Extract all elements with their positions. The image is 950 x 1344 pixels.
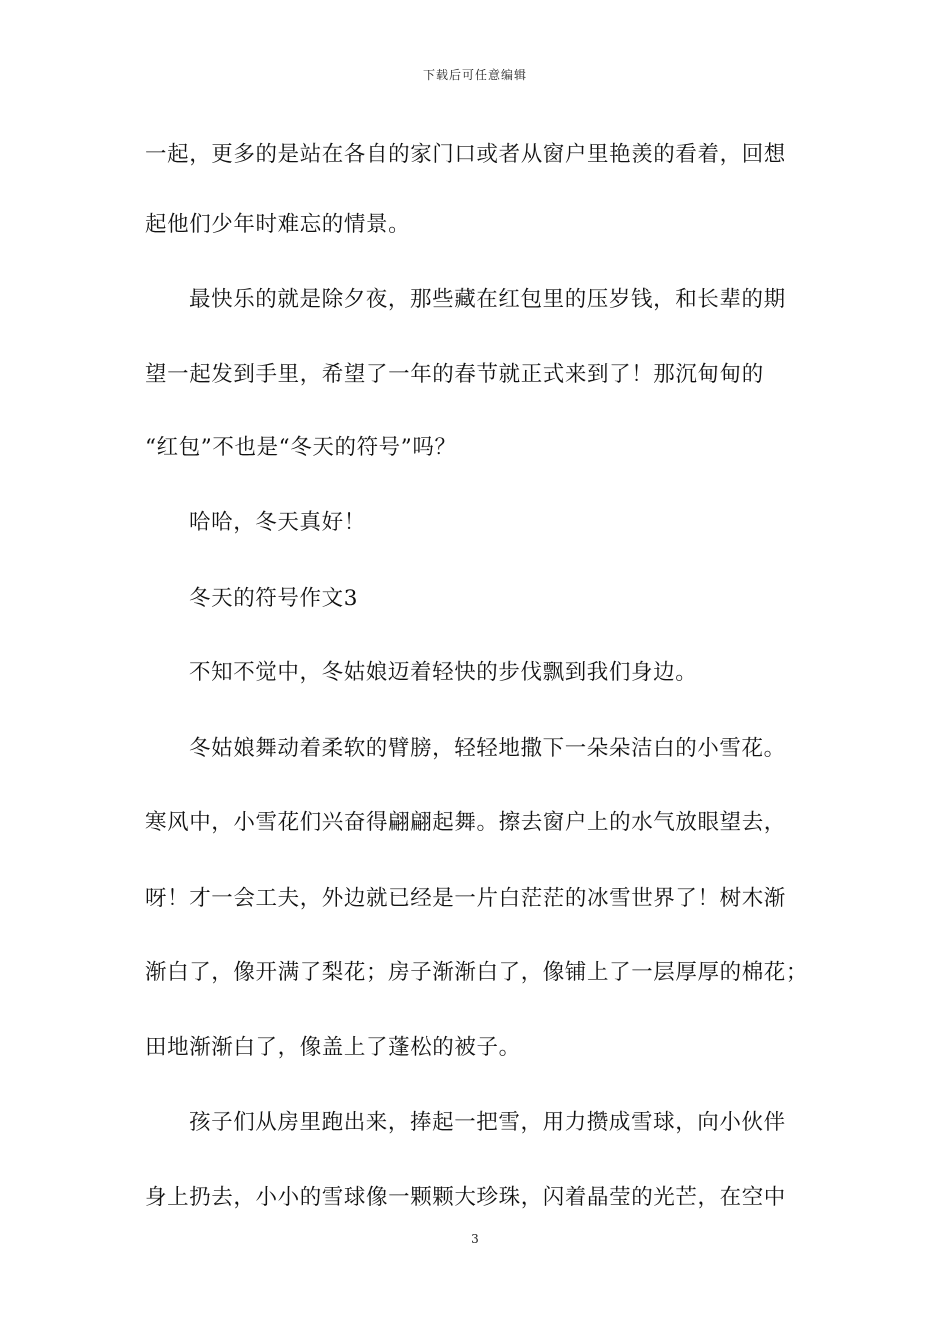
text-line-paragraph-start: 冬姑娘舞动着柔软的臂膀，轻轻地撒下一朵朵洁白的小雪花。: [189, 736, 786, 761]
text-line: 望一起发到手里，希望了一年的春节就正式来到了！那沉甸甸的: [145, 362, 764, 387]
page-number: 3: [471, 1232, 479, 1246]
text-line: 身上扔去，小小的雪球像一颗颗大珍珠，闪着晶莹的光芒，在空中: [145, 1185, 786, 1210]
text-line: 一起，更多的是站在各自的家门口或者从窗户里艳羡的看着，回想: [145, 142, 786, 167]
text-line: “红包”不也是“冬天的符号”吗？: [145, 435, 457, 460]
text-line-paragraph-start: 最快乐的就是除夕夜，那些藏在红包里的压岁钱，和长辈的期: [189, 287, 786, 312]
text-line: 渐白了，像开满了梨花；房子渐渐白了，像铺上了一层厚厚的棉花；: [145, 960, 809, 985]
text-line: 田地渐渐白了，像盖上了蓬松的被子。: [145, 1035, 521, 1060]
text-line-paragraph-start: 哈哈，冬天真好！: [189, 510, 366, 535]
section-heading: 冬天的符号作文3: [189, 586, 358, 611]
text-line: 起他们少年时难忘的情景。: [145, 212, 411, 237]
text-line-paragraph-start: 孩子们从房里跑出来，捧起一把雪，用力攒成雪球，向小伙伴: [189, 1110, 786, 1135]
page-header: 下载后可任意编辑: [422, 68, 527, 82]
text-line: 寒风中，小雪花们兴奋得翩翩起舞。擦去窗户上的水气放眼望去，: [145, 810, 786, 835]
text-line-paragraph-start: 不知不觉中，冬姑娘迈着轻快的步伐飘到我们身边。: [189, 660, 698, 685]
text-line: 呀！才一会工夫，外边就已经是一片白茫茫的冰雪世界了！树木渐: [145, 886, 786, 911]
